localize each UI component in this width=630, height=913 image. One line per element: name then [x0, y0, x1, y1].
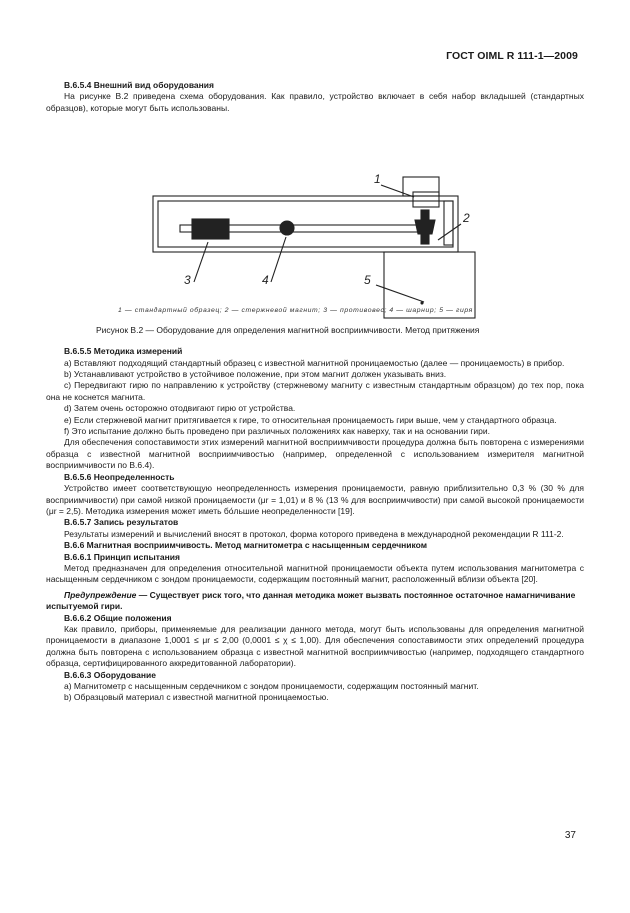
- equipment-item-a: a) Магнитометр с насыщенным сердечником с зондом проницаемости, содержащим постоянный магнит.: [64, 681, 479, 691]
- paragraph-b654: На рисунке В.2 приведена схема оборудования. Как правило, устройство включает в себя набор вкладышей (стандартных образцов), которые могут быть использованы.: [46, 91, 584, 113]
- page-content: [46, 80, 584, 704]
- equipment-item-b: b) Образцовый материал с известной магнитной проницаемостью.: [64, 692, 329, 703]
- item-e: e) Если стержневой магнит притягивается к гире, то относительная проницаемость гири выше, чем у стандартного образца.: [64, 414, 557, 425]
- item-f: f) Это испытание должно быть проведено при различных положениях как наверху, так и на основании гири.: [64, 426, 491, 437]
- heading-b66: В.6.6 Магнитная восприимчивость. Метод магнитометра с насыщенным сердечником: [64, 540, 428, 551]
- warning: [46, 590, 584, 613]
- label-5: 5: [364, 273, 371, 288]
- leader-3: [194, 242, 208, 282]
- figure-legend: 1 — стандартный образец; 2 — стержневой магнит; 3 — противовес; 4 — шарнир; 5 — гиря: [118, 307, 473, 315]
- equipment-diagram: [46, 122, 584, 322]
- leader-5: [376, 285, 424, 302]
- paragraph-comparability: Для обеспечения сопоставимости этих измерений магнитной восприимчивости процедура должна быть повторена с измерениями образца с известной магнитной восприимчивостью (например, определенной с использованием измерителя магнитной восприимчивости по В.6.4).: [46, 437, 584, 471]
- leader-4: [271, 237, 286, 282]
- leader-1: [381, 185, 414, 197]
- item-d: d) Затем очень осторожно отодвигают гирю от устройства.: [64, 403, 296, 414]
- heading-b661: В.6.6.1 Принцип испытания: [64, 551, 180, 562]
- heading-b654: В.6.5.4 Внешний вид оборудования: [64, 80, 214, 90]
- weight-center: [421, 302, 423, 304]
- label-3: 3: [184, 273, 191, 288]
- label-4: 4: [262, 273, 269, 288]
- item-b: b) Устанавливают устройство в устойчивое положение, при этом магнит должен указывать вниз.: [64, 369, 447, 380]
- warning-label: Предупреждение: [64, 589, 137, 600]
- pivot: [280, 221, 294, 235]
- paragraph-b662: Как правило, приборы, применяемые для реализации данного метода, могут быть использованы для определения магнитной проницаемости в диапазоне 1,0001 ≤ μr ≤ 2,00 (0,0001 ≤ χ ≤ 1,00). Для обеспечения сопоставимости этих определений процедура должна быть повторена с использованием образца с известной магнитной восприимчивостью (например, подходящего стандартного образца, сертифицированного аккредитованной лаборатории).: [46, 623, 584, 669]
- paragraph-b656: Устройство имеет соответствующую неопределенность измерения проницаемости, равную приблизительно 0,3 % (30 % для восприимчивости) при самой низкой проницаемости (μr = 1,01) и 8 % (13 % для восприимчивости) при самой высокой проницаемости (μr = 2,5). Методика измерения может иметь бо́льшие неопределенности [19].: [46, 483, 584, 516]
- sample-holder: [403, 177, 439, 196]
- document-id: ГОСТ OIML R 111-1—2009: [446, 50, 578, 62]
- page-number: 37: [564, 830, 576, 841]
- paragraph-b661: Метод предназначен для определения относительной магнитной проницаемости объекта путем использования магнитометра с насыщенным сердечником с зондом проницаемости, содержащим постоянный магнит, расположенный вблизи объекта [20].: [46, 562, 584, 585]
- heading-b655: В.6.5.5 Методика измерений: [64, 346, 183, 357]
- heading-b657: В.6.5.7 Запись результатов: [64, 517, 179, 528]
- figure-caption: Рисунок В.2 — Оборудование для определения магнитной восприимчивости. Метод притяжения: [96, 325, 480, 336]
- figure-b2: [46, 122, 584, 334]
- magnet-clamp: [415, 220, 435, 234]
- item-a: a) Вставляют подходящий стандартный образец с известной магнитной проницаемостью (далее — проницаемость) в прибор.: [64, 357, 565, 368]
- label-1: 1: [374, 172, 381, 187]
- sample: [413, 192, 439, 207]
- heading-b663: В.6.6.3 Оборудование: [64, 669, 156, 680]
- bracket: [444, 201, 453, 245]
- heading-b656: В.6.5.6 Неопределенность: [64, 471, 175, 482]
- item-c: c) Передвигают гирю по направлению к устройству (стержневому магниту с известным стандартным образцом) до тех пор, пока она не коснется магнита.: [46, 380, 584, 402]
- heading-b662: В.6.6.2 Общие положения: [64, 612, 172, 623]
- label-2: 2: [463, 211, 470, 226]
- paragraph-b657: Результаты измерений и вычислений вносят в протокол, форма которого приведена в международной рекомендации R 111-2.: [64, 528, 564, 539]
- warning-text: — Существует риск того, что данная методика может вызвать постоянное остаточное намагничивание испытуемой гири.: [46, 589, 576, 612]
- counterweight: [192, 219, 229, 239]
